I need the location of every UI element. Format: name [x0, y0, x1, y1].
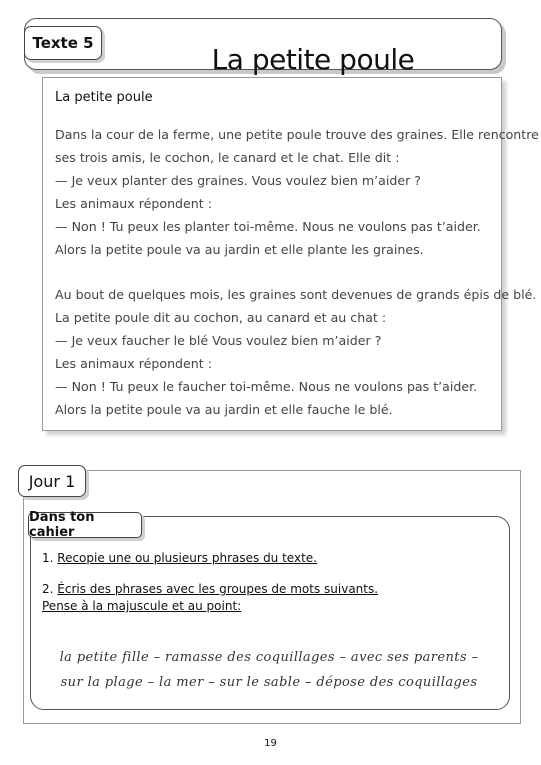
instruction-2-text-2: Pense à la majuscule et au point:: [42, 599, 242, 613]
story-line: Alors la petite poule va au jardin et elle plante les graines.: [55, 242, 424, 257]
instruction-2: [42, 582, 378, 596]
story-title: La petite poule: [55, 90, 153, 105]
instruction-2-text: Écris des phrases avec les groupes de mots suivants.: [57, 582, 379, 596]
day-tag: Jour 1: [18, 465, 86, 497]
text-number-tag: Texte 5: [24, 26, 102, 60]
story-line: La petite poule dit au cochon, au canard et au chat :: [55, 310, 387, 325]
story-line: — Non ! Tu peux les planter toi-même. Nous ne voulons pas t’aider.: [55, 219, 481, 234]
cursive-word-groups-line-1: la petite fille – ramasse des coquillages – avec ses parents –: [59, 650, 479, 665]
cursive-word-groups-line-2: sur la plage – la mer – sur le sable – dépose des coquillages: [60, 675, 478, 690]
story-line: Dans la cour de la ferme, une petite poule trouve des graines. Elle rencontre: [55, 127, 539, 142]
story-line: Les animaux répondent :: [55, 356, 212, 371]
instruction-2-line-2: [42, 599, 241, 613]
story-paragraph-2: [55, 283, 537, 421]
story-line: Les animaux répondent :: [55, 196, 212, 211]
page-title: La petite poule: [211, 43, 415, 76]
story-line: Au bout de quelques mois, les graines sont devenues de grands épis de blé.: [55, 287, 537, 302]
instruction-1-number: 1.: [42, 551, 54, 565]
story-line: — Je veux planter des graines. Vous voulez bien m’aider ?: [55, 173, 421, 188]
story-line: Alors la petite poule va au jardin et elle fauche le blé.: [55, 402, 393, 417]
story-line: — Je veux faucher le blé Vous voulez bien m’aider ?: [55, 333, 382, 348]
page-number: 19: [264, 738, 277, 749]
instruction-1: [42, 551, 317, 565]
story-paragraph-1: [55, 123, 539, 261]
instruction-2-number: 2.: [42, 582, 54, 596]
story-line: — Non ! Tu peux le faucher toi-même. Nous ne voulons pas t’aider.: [55, 379, 478, 394]
story-box: [42, 77, 539, 431]
notebook-tag: Dans ton cahier: [28, 512, 142, 538]
story-line: ses trois amis, le cochon, le canard et le chat. Elle dit :: [55, 150, 400, 165]
instruction-1-text: Recopie une ou plusieurs phrases du texte.: [57, 551, 317, 565]
